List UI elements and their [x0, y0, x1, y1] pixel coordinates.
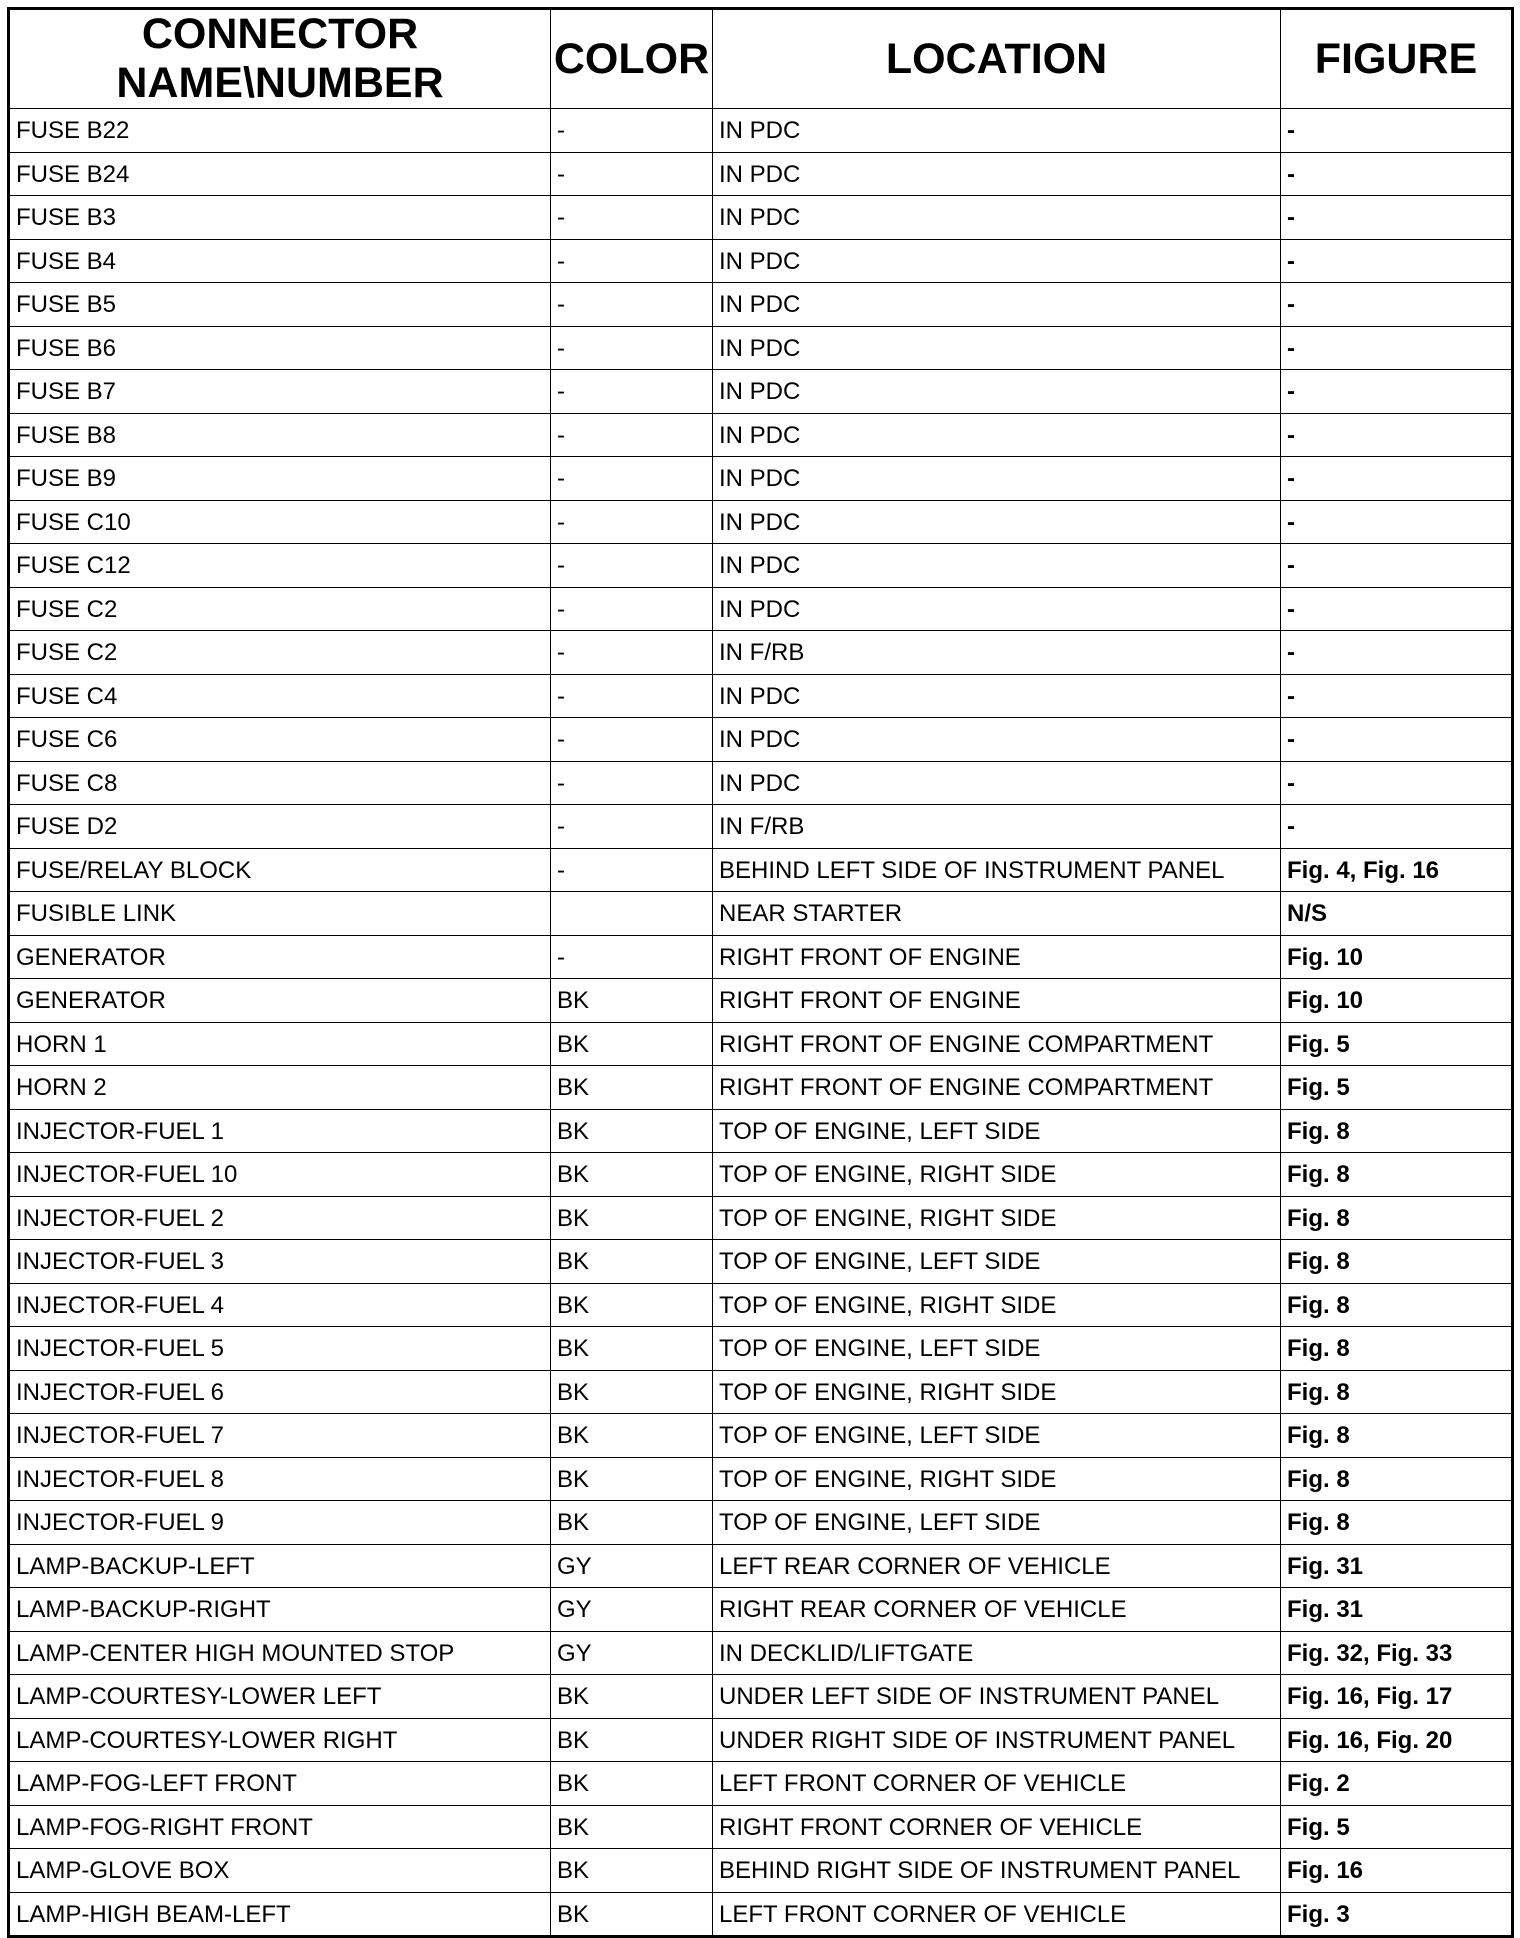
- cell-color: BK: [551, 1457, 713, 1501]
- cell-figure: -: [1281, 544, 1513, 588]
- table-row: [9, 1501, 1513, 1545]
- cell-location: TOP OF ENGINE, RIGHT SIDE: [713, 1153, 1281, 1197]
- cell-color: GY: [551, 1631, 713, 1675]
- table-row: [9, 1849, 1513, 1893]
- table-row: [9, 196, 1513, 240]
- table-row: [9, 1066, 1513, 1110]
- cell-color: -: [551, 109, 713, 153]
- cell-color: -: [551, 587, 713, 631]
- cell-location: IN PDC: [713, 196, 1281, 240]
- cell-connector-name: FUSE B7: [9, 370, 551, 414]
- cell-figure: Fig. 3: [1281, 1892, 1513, 1937]
- cell-figure: -: [1281, 413, 1513, 457]
- cell-location: IN PDC: [713, 413, 1281, 457]
- cell-figure: Fig. 8: [1281, 1153, 1513, 1197]
- cell-connector-name: INJECTOR-FUEL 10: [9, 1153, 551, 1197]
- cell-connector-name: GENERATOR: [9, 935, 551, 979]
- cell-location: BEHIND RIGHT SIDE OF INSTRUMENT PANEL: [713, 1849, 1281, 1893]
- cell-connector-name: FUSE C2: [9, 587, 551, 631]
- table-row: [9, 674, 1513, 718]
- cell-color: -: [551, 631, 713, 675]
- cell-location: IN PDC: [713, 457, 1281, 501]
- cell-location: IN F/RB: [713, 631, 1281, 675]
- cell-connector-name: FUSE C6: [9, 718, 551, 762]
- cell-location: RIGHT FRONT OF ENGINE: [713, 979, 1281, 1023]
- cell-location: TOP OF ENGINE, LEFT SIDE: [713, 1501, 1281, 1545]
- cell-connector-name: FUSE B9: [9, 457, 551, 501]
- cell-connector-name: FUSE C8: [9, 761, 551, 805]
- cell-connector-name: FUSE B3: [9, 196, 551, 240]
- cell-color: -: [551, 674, 713, 718]
- cell-location: IN PDC: [713, 283, 1281, 327]
- cell-connector-name: FUSE/RELAY BLOCK: [9, 848, 551, 892]
- cell-connector-name: FUSE B5: [9, 283, 551, 327]
- cell-location: LEFT FRONT CORNER OF VEHICLE: [713, 1892, 1281, 1937]
- table-row: [9, 935, 1513, 979]
- cell-connector-name: FUSIBLE LINK: [9, 892, 551, 936]
- cell-figure: -: [1281, 326, 1513, 370]
- cell-color: -: [551, 370, 713, 414]
- cell-color: BK: [551, 1196, 713, 1240]
- cell-color: -: [551, 326, 713, 370]
- cell-color: -: [551, 935, 713, 979]
- cell-figure: Fig. 2: [1281, 1762, 1513, 1806]
- table-row: [9, 239, 1513, 283]
- cell-color: BK: [551, 1892, 713, 1937]
- cell-color: -: [551, 283, 713, 327]
- cell-color: BK: [551, 1762, 713, 1806]
- cell-color: BK: [551, 1414, 713, 1458]
- table-row: [9, 326, 1513, 370]
- table-row: [9, 1283, 1513, 1327]
- cell-connector-name: LAMP-FOG-LEFT FRONT: [9, 1762, 551, 1806]
- cell-figure: -: [1281, 196, 1513, 240]
- table-row: [9, 718, 1513, 762]
- table-row: [9, 1805, 1513, 1849]
- cell-color: BK: [551, 1675, 713, 1719]
- cell-figure: Fig. 8: [1281, 1501, 1513, 1545]
- cell-connector-name: LAMP-BACKUP-RIGHT: [9, 1588, 551, 1632]
- table-row: [9, 1544, 1513, 1588]
- table-row: [9, 1240, 1513, 1284]
- cell-connector-name: LAMP-BACKUP-LEFT: [9, 1544, 551, 1588]
- table-row: [9, 1153, 1513, 1197]
- table-row: [9, 979, 1513, 1023]
- cell-connector-name: INJECTOR-FUEL 8: [9, 1457, 551, 1501]
- table-row: [9, 631, 1513, 675]
- cell-figure: -: [1281, 109, 1513, 153]
- cell-connector-name: FUSE C4: [9, 674, 551, 718]
- cell-location: IN PDC: [713, 109, 1281, 153]
- cell-location: IN PDC: [713, 674, 1281, 718]
- cell-location: IN DECKLID/LIFTGATE: [713, 1631, 1281, 1675]
- cell-connector-name: FUSE D2: [9, 805, 551, 849]
- cell-figure: Fig. 16: [1281, 1849, 1513, 1893]
- cell-location: UNDER LEFT SIDE OF INSTRUMENT PANEL: [713, 1675, 1281, 1719]
- cell-location: NEAR STARTER: [713, 892, 1281, 936]
- cell-location: RIGHT FRONT OF ENGINE COMPARTMENT: [713, 1066, 1281, 1110]
- cell-connector-name: INJECTOR-FUEL 1: [9, 1109, 551, 1153]
- cell-color: -: [551, 761, 713, 805]
- cell-location: TOP OF ENGINE, RIGHT SIDE: [713, 1283, 1281, 1327]
- cell-location: RIGHT FRONT OF ENGINE COMPARTMENT: [713, 1022, 1281, 1066]
- cell-connector-name: LAMP-COURTESY-LOWER LEFT: [9, 1675, 551, 1719]
- table-row: [9, 1414, 1513, 1458]
- cell-figure: -: [1281, 239, 1513, 283]
- connector-table: [7, 7, 1514, 1938]
- cell-connector-name: INJECTOR-FUEL 5: [9, 1327, 551, 1371]
- cell-connector-name: FUSE C10: [9, 500, 551, 544]
- cell-color: -: [551, 848, 713, 892]
- cell-location: IN PDC: [713, 544, 1281, 588]
- table-row: [9, 587, 1513, 631]
- header-color: COLOR: [551, 9, 713, 109]
- table-row: [9, 1370, 1513, 1414]
- cell-connector-name: INJECTOR-FUEL 7: [9, 1414, 551, 1458]
- cell-location: RIGHT REAR CORNER OF VEHICLE: [713, 1588, 1281, 1632]
- cell-color: BK: [551, 1718, 713, 1762]
- cell-figure: Fig. 16, Fig. 20: [1281, 1718, 1513, 1762]
- cell-color: BK: [551, 1022, 713, 1066]
- table-row: [9, 1762, 1513, 1806]
- cell-connector-name: HORN 1: [9, 1022, 551, 1066]
- cell-figure: -: [1281, 500, 1513, 544]
- cell-color: -: [551, 413, 713, 457]
- table-row: [9, 1675, 1513, 1719]
- cell-color: GY: [551, 1588, 713, 1632]
- cell-figure: Fig. 32, Fig. 33: [1281, 1631, 1513, 1675]
- cell-figure: N/S: [1281, 892, 1513, 936]
- cell-color: BK: [551, 1370, 713, 1414]
- cell-color: -: [551, 196, 713, 240]
- cell-location: IN PDC: [713, 239, 1281, 283]
- cell-figure: -: [1281, 631, 1513, 675]
- cell-connector-name: LAMP-HIGH BEAM-LEFT: [9, 1892, 551, 1937]
- cell-connector-name: FUSE B8: [9, 413, 551, 457]
- cell-color: -: [551, 500, 713, 544]
- cell-connector-name: LAMP-CENTER HIGH MOUNTED STOP: [9, 1631, 551, 1675]
- cell-color: BK: [551, 1109, 713, 1153]
- cell-color: -: [551, 805, 713, 849]
- cell-figure: Fig. 5: [1281, 1022, 1513, 1066]
- table-row: [9, 1588, 1513, 1632]
- cell-location: IN F/RB: [713, 805, 1281, 849]
- cell-figure: Fig. 5: [1281, 1066, 1513, 1110]
- cell-connector-name: FUSE B4: [9, 239, 551, 283]
- cell-location: RIGHT FRONT CORNER OF VEHICLE: [713, 1805, 1281, 1849]
- cell-figure: Fig. 16, Fig. 17: [1281, 1675, 1513, 1719]
- table-row: [9, 805, 1513, 849]
- cell-figure: Fig. 8: [1281, 1109, 1513, 1153]
- cell-figure: Fig. 8: [1281, 1240, 1513, 1284]
- cell-location: IN PDC: [713, 326, 1281, 370]
- cell-color: -: [551, 152, 713, 196]
- cell-location: TOP OF ENGINE, LEFT SIDE: [713, 1327, 1281, 1371]
- cell-location: BEHIND LEFT SIDE OF INSTRUMENT PANEL: [713, 848, 1281, 892]
- cell-location: IN PDC: [713, 500, 1281, 544]
- cell-connector-name: INJECTOR-FUEL 3: [9, 1240, 551, 1284]
- cell-figure: -: [1281, 152, 1513, 196]
- table-row: [9, 457, 1513, 501]
- cell-location: TOP OF ENGINE, RIGHT SIDE: [713, 1457, 1281, 1501]
- cell-location: TOP OF ENGINE, LEFT SIDE: [713, 1414, 1281, 1458]
- cell-color: [551, 892, 713, 936]
- cell-connector-name: INJECTOR-FUEL 6: [9, 1370, 551, 1414]
- cell-figure: Fig. 10: [1281, 979, 1513, 1023]
- cell-connector-name: INJECTOR-FUEL 9: [9, 1501, 551, 1545]
- table-row: [9, 1196, 1513, 1240]
- cell-color: -: [551, 239, 713, 283]
- cell-connector-name: INJECTOR-FUEL 2: [9, 1196, 551, 1240]
- cell-figure: Fig. 8: [1281, 1370, 1513, 1414]
- table-row: [9, 1457, 1513, 1501]
- cell-location: IN PDC: [713, 152, 1281, 196]
- cell-figure: -: [1281, 718, 1513, 762]
- table-row: [9, 892, 1513, 936]
- cell-location: LEFT REAR CORNER OF VEHICLE: [713, 1544, 1281, 1588]
- cell-connector-name: FUSE B24: [9, 152, 551, 196]
- cell-connector-name: LAMP-COURTESY-LOWER RIGHT: [9, 1718, 551, 1762]
- cell-connector-name: FUSE C2: [9, 631, 551, 675]
- cell-color: BK: [551, 1805, 713, 1849]
- cell-figure: Fig. 5: [1281, 1805, 1513, 1849]
- table-row: [9, 1718, 1513, 1762]
- cell-connector-name: FUSE B6: [9, 326, 551, 370]
- table-row: [9, 1327, 1513, 1371]
- table-row: [9, 1892, 1513, 1937]
- table-row: [9, 1109, 1513, 1153]
- cell-figure: Fig. 31: [1281, 1544, 1513, 1588]
- cell-figure: Fig. 10: [1281, 935, 1513, 979]
- cell-color: -: [551, 544, 713, 588]
- cell-location: TOP OF ENGINE, RIGHT SIDE: [713, 1196, 1281, 1240]
- cell-location: IN PDC: [713, 718, 1281, 762]
- table-row: [9, 848, 1513, 892]
- cell-color: BK: [551, 1849, 713, 1893]
- cell-figure: -: [1281, 805, 1513, 849]
- cell-connector-name: LAMP-FOG-RIGHT FRONT: [9, 1805, 551, 1849]
- cell-location: IN PDC: [713, 370, 1281, 414]
- cell-figure: Fig. 8: [1281, 1457, 1513, 1501]
- cell-figure: -: [1281, 457, 1513, 501]
- cell-figure: Fig. 8: [1281, 1196, 1513, 1240]
- cell-color: BK: [551, 1240, 713, 1284]
- cell-color: GY: [551, 1544, 713, 1588]
- cell-location: IN PDC: [713, 761, 1281, 805]
- cell-color: BK: [551, 1066, 713, 1110]
- cell-figure: Fig. 8: [1281, 1283, 1513, 1327]
- table-row: [9, 370, 1513, 414]
- cell-color: BK: [551, 1153, 713, 1197]
- cell-figure: Fig. 4, Fig. 16: [1281, 848, 1513, 892]
- cell-location: TOP OF ENGINE, RIGHT SIDE: [713, 1370, 1281, 1414]
- cell-figure: Fig. 8: [1281, 1414, 1513, 1458]
- table-row: [9, 761, 1513, 805]
- cell-location: RIGHT FRONT OF ENGINE: [713, 935, 1281, 979]
- cell-figure: Fig. 8: [1281, 1327, 1513, 1371]
- header-location: LOCATION: [713, 9, 1281, 109]
- cell-connector-name: FUSE B22: [9, 109, 551, 153]
- cell-figure: -: [1281, 283, 1513, 327]
- cell-figure: -: [1281, 587, 1513, 631]
- cell-connector-name: GENERATOR: [9, 979, 551, 1023]
- cell-color: -: [551, 457, 713, 501]
- header-figure: FIGURE: [1281, 9, 1513, 109]
- cell-connector-name: FUSE C12: [9, 544, 551, 588]
- table-row: [9, 1022, 1513, 1066]
- cell-location: LEFT FRONT CORNER OF VEHICLE: [713, 1762, 1281, 1806]
- cell-location: IN PDC: [713, 587, 1281, 631]
- cell-connector-name: HORN 2: [9, 1066, 551, 1110]
- table-row: [9, 283, 1513, 327]
- cell-connector-name: INJECTOR-FUEL 4: [9, 1283, 551, 1327]
- cell-color: BK: [551, 979, 713, 1023]
- cell-figure: Fig. 31: [1281, 1588, 1513, 1632]
- table-row: [9, 544, 1513, 588]
- table-row: [9, 500, 1513, 544]
- cell-location: TOP OF ENGINE, LEFT SIDE: [713, 1109, 1281, 1153]
- cell-figure: -: [1281, 674, 1513, 718]
- cell-figure: -: [1281, 761, 1513, 805]
- cell-color: -: [551, 718, 713, 762]
- cell-connector-name: LAMP-GLOVE BOX: [9, 1849, 551, 1893]
- cell-location: TOP OF ENGINE, LEFT SIDE: [713, 1240, 1281, 1284]
- cell-figure: -: [1281, 370, 1513, 414]
- cell-color: BK: [551, 1283, 713, 1327]
- table-row: [9, 109, 1513, 153]
- table-row: [9, 1631, 1513, 1675]
- cell-location: UNDER RIGHT SIDE OF INSTRUMENT PANEL: [713, 1718, 1281, 1762]
- cell-color: BK: [551, 1327, 713, 1371]
- header-connector-name: CONNECTOR NAME\NUMBER: [9, 9, 551, 109]
- cell-color: BK: [551, 1501, 713, 1545]
- table-row: [9, 413, 1513, 457]
- header-row: [9, 9, 1513, 109]
- table-row: [9, 152, 1513, 196]
